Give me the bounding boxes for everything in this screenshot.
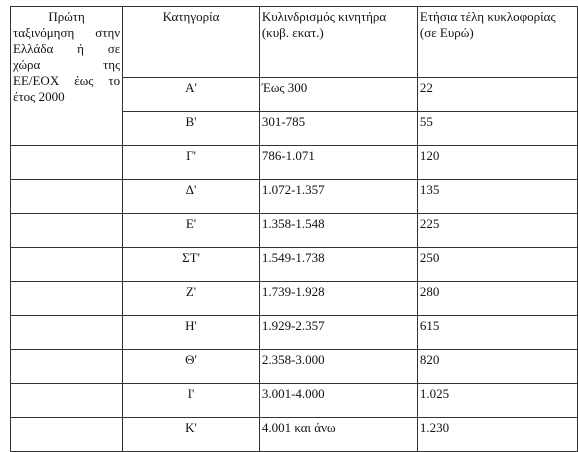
first-registration-line: ταξινόμηση στην [13, 25, 121, 40]
first-registration-cell [11, 248, 123, 282]
category-cell: Ε' [123, 214, 260, 248]
category-cell: Β' [123, 112, 260, 146]
table-header-row [11, 7, 578, 78]
first-registration-line: Ελλάδα ή σε [13, 41, 121, 56]
fee-cell: 55 [417, 112, 577, 146]
first-registration-cell [11, 146, 123, 180]
category-cell: ΣΤ' [123, 248, 260, 282]
annual-fees-header: Ετήσια τέλη κυκλοφορίας (σε Ευρώ) [417, 7, 577, 78]
table-row [11, 214, 578, 248]
fee-cell: 820 [417, 350, 577, 384]
fee-cell: 250 [417, 248, 577, 282]
displacement-cell: 301-785 [259, 112, 417, 146]
first-registration-cell [11, 384, 123, 418]
category-cell: Δ' [123, 180, 260, 214]
category-cell: Γ' [123, 146, 260, 180]
category-cell: Η' [123, 316, 260, 350]
first-registration-cell [11, 214, 123, 248]
first-registration-cell [11, 180, 123, 214]
fee-cell: 1.230 [417, 418, 577, 452]
fee-cell: 280 [417, 282, 577, 316]
first-registration-cell [11, 350, 123, 384]
table-row [11, 384, 578, 418]
category-header: Κατηγορία [123, 7, 260, 78]
fee-cell: 22 [417, 78, 577, 112]
table-row [11, 180, 578, 214]
category-cell: Θ' [123, 350, 260, 384]
table-row [11, 282, 578, 316]
displacement-cell: 3.001-4.000 [259, 384, 417, 418]
displacement-header: Κυλινδρισμός κινητήρα (κυβ. εκατ.) [259, 7, 417, 78]
table-row [11, 418, 578, 452]
displacement-cell: 1.929-2.357 [259, 316, 417, 350]
displacement-cell: 1.358-1.548 [259, 214, 417, 248]
first-registration-line: ΕΕ/ΕΟΧ έως το [13, 73, 121, 88]
first-registration-header [11, 7, 123, 146]
table-row [11, 146, 578, 180]
table-row [11, 350, 578, 384]
category-cell: Κ' [123, 418, 260, 452]
displacement-cell: Έως 300 [259, 78, 417, 112]
first-registration-line: χώρα της [13, 57, 121, 72]
displacement-cell: 1.072-1.357 [259, 180, 417, 214]
category-cell: Ζ' [123, 282, 260, 316]
first-registration-line: έτος 2000 [13, 89, 65, 104]
displacement-cell: 786-1.071 [259, 146, 417, 180]
table-row [11, 248, 578, 282]
fee-cell: 135 [417, 180, 577, 214]
displacement-cell: 4.001 και άνω [259, 418, 417, 452]
category-cell: Ι' [123, 384, 260, 418]
fee-cell: 1.025 [417, 384, 577, 418]
first-registration-text [13, 9, 120, 105]
displacement-cell: 1.739-1.928 [259, 282, 417, 316]
first-registration-cell [11, 418, 123, 452]
table-row [11, 316, 578, 350]
displacement-cell: 2.358-3.000 [259, 350, 417, 384]
displacement-cell: 1.549-1.738 [259, 248, 417, 282]
first-registration-cell [11, 282, 123, 316]
category-cell: Α' [123, 78, 260, 112]
first-registration-line: Πρώτη [48, 9, 85, 24]
fee-cell: 120 [417, 146, 577, 180]
fee-cell: 225 [417, 214, 577, 248]
fee-cell: 615 [417, 316, 577, 350]
vehicle-tax-table [10, 6, 578, 452]
first-registration-cell [11, 316, 123, 350]
